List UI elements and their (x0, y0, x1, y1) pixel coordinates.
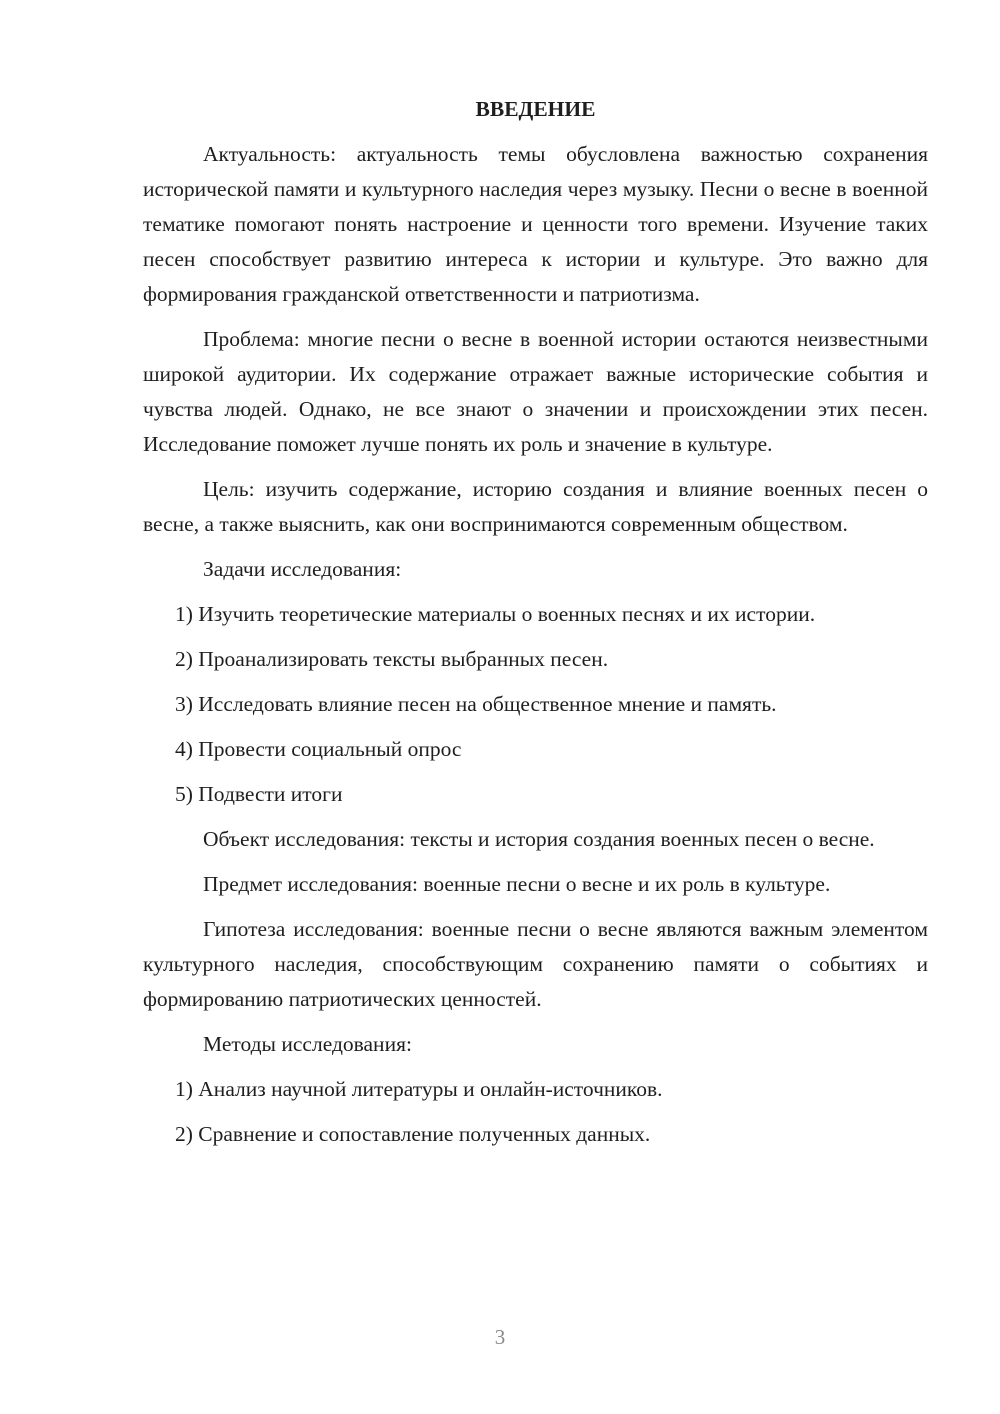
page-number: 3 (494, 1325, 506, 1349)
goal-paragraph: Цель: изучить содержание, историю создания и влияние военных песен о весне, а также выяснить, как они воспринимаются современным обществом. (143, 477, 928, 536)
subject-paragraph: Предмет исследования: военные песни о весне и их роль в культуре. (203, 872, 831, 896)
page-title: ВВЕДЕНИЕ (475, 97, 596, 121)
document-page (143, 92, 928, 1162)
list-item: 1) Изучить теоретические материалы о военных песнях и их истории. (175, 602, 816, 626)
relevance-paragraph: Актуальность: актуальность темы обусловлена важностью сохранения исторической памяти и культурного наследия через музыку. Песни о весне в военной тематике помогают понять настроение и ценности того времени. Изучение таких песен способствует развитию интереса к истории и культуре. Это важно для формирования гражданской ответственности и патриотизма. (143, 142, 928, 306)
list-item: 5) Подвести итоги (175, 782, 343, 806)
tasks-list (143, 597, 928, 812)
problem-paragraph: Проблема: многие песни о весне в военной истории остаются неизвестными широкой аудитории. Их содержание отражает важные исторические события и чувства людей. Однако, не все знают о значении и происхождении этих песен. Исследование поможет лучше понять их роль и значение в культуре. (143, 327, 928, 456)
methods-heading: Методы исследования: (203, 1032, 412, 1056)
list-item: 2) Проанализировать тексты выбранных песен. (175, 647, 609, 671)
list-item: 2) Сравнение и сопоставление полученных данных. (175, 1122, 651, 1146)
list-item: 3) Исследовать влияние песен на общественное мнение и память. (175, 692, 777, 716)
list-item: 1) Анализ научной литературы и онлайн-источников. (175, 1077, 663, 1101)
list-item: 4) Провести социальный опрос (175, 737, 462, 761)
hypothesis-paragraph: Гипотеза исследования: военные песни о весне являются важным элементом культурного наследия, способствующим сохранению памяти о событиях и формированию патриотических ценностей. (143, 917, 928, 1011)
object-paragraph: Объект исследования: тексты и история создания военных песен о весне. (203, 827, 875, 851)
methods-list (143, 1072, 928, 1152)
tasks-heading: Задачи исследования: (203, 557, 402, 581)
